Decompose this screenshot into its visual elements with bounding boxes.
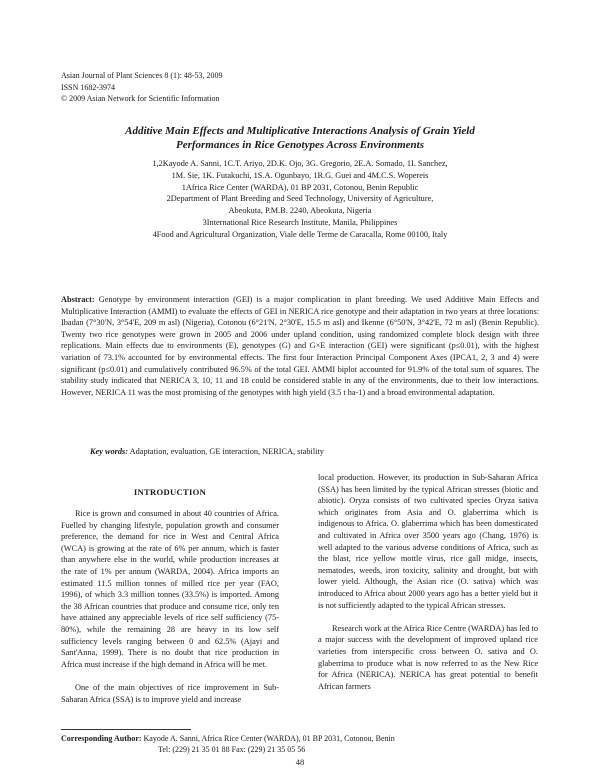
- page-number: 48: [295, 757, 305, 767]
- introduction-heading: INTRODUCTION: [133, 487, 207, 497]
- keywords: [90, 447, 324, 456]
- intro-paragraph-4: Research work at the Africa Rice Centre (WARDA) has led to a major success with the development of improved upland rice varieties from interspecific cross between O. sativa and O. glaberrima to produce what is now referred to as the New Rice for Africa (NERICA). NERICA has great potential to benefit African farmers: [318, 623, 538, 691]
- abstract: [61, 294, 539, 398]
- intro-paragraph-2: One of the main objectives of rice improvement in Sub-Saharan Africa (SSA) is to improve yield and increase: [61, 682, 279, 704]
- abstract-text: Genotype by environment interaction (GEI) is a major complication in plant breeding. We used Additive Main Effects and Multiplicative Interaction (AMMI) to evaluate the effects of GEI in NERICA rice genotype and their adaptation in two years at three locations: Ibadan (7°30'N, 3°54'E, 209 m asl) (Nigeria), Cotonou (6°21'N, 2°30'E, 15.5 m asl) and Ikenne (6°50'N, 3°42'E, 72 m asl) (Benin Republic). Twenty two rice genotypes were grown in 2005 and 2006 under upland condition, using randomized complete block design with three replications. Main effects due to environments (E), genotypes (G) and G×E interaction (GEI) were significant (p≤0.01), with the highest variation of 73.1% accounted for by environmental effects. The first four Interaction Principal Component Axes (IPCA1, 2, 3 and 4) were significant (p≤0.01) and cumulatively contributed 96.5% of the total GEI. AMMI biplot accounted for 91.9% of the total sum of squares. The stability study indicated that NERICA 3, 10, 11 and 18 could be considered stable in any of the environments, due to their low interactions. However, NERICA 11 was the most promising of the genotypes with high yield (3.5 t ha-1) and a broad environmental adaptation.: [61, 295, 539, 397]
- paper-title: [70, 124, 530, 152]
- title-line-2: Performances in Rice Genotypes Across Environments: [175, 139, 424, 151]
- footnote-rule: [61, 729, 191, 730]
- intro-paragraph-3: local production. However, its production in Sub-Saharan Africa (SSA) has been limited by the typical African stresses (biotic and abiotic). Oryza consists of two cultivated species Oryza sativa which originates from Asia and O. glaberrima which is indigenous to Africa. O. glaberrima which has been domesticated and cultivated in Africa over 3500 years ago (Chang, 1976) is well adapted to the various adverse conditions of Africa, such as the blast, rice yellow mottle virus, rice gall midge, insects, nematodes, weeds, iron toxicity, salinity and drought, but with lower yield. Although, the Asian rice (O. sativa) which was introduced to Africa about 2000 years ago has a better yield but it is not sufficiently adapted to the typical African stresses.: [318, 473, 538, 610]
- keywords-label: Key words:: [90, 447, 129, 456]
- title-line-1: Additive Main Effects and Multiplicative Interactions Analysis of Grain Yield: [125, 125, 475, 137]
- keywords-text: Adaptation, evaluation, GE interaction, NERICA, stability: [129, 447, 324, 456]
- author-block: [70, 158, 530, 241]
- affiliation-3: Abeokuta, P.M.B. 2240, Abeokuta, Nigeria: [228, 206, 372, 216]
- journal-header: [61, 70, 223, 105]
- corresponding-author-label: Corresponding Author:: [61, 734, 142, 743]
- journal-name: Asian Journal of Plant Sciences 8 (1): 48-53, 2009: [61, 71, 223, 80]
- affiliation-1: 1Africa Rice Center (WARDA), 01 BP 2031, Cotonou, Benin Republic: [181, 182, 419, 192]
- left-column: [61, 508, 279, 717]
- journal-issn: ISSN 1682-3974: [61, 82, 116, 92]
- authors-line-2: 1M. Sie, 1K. Futakuchi, 1S.A. Ogunbayo, 1R.G. Guei and 4M.C.S. Wopereis: [171, 170, 429, 180]
- authors-line-1: 1,2Kayode A. Sanni, 1C.T. Ariyo, 2D.K. Ojo, 3G. Gregorio, 2E.A. Somado, 1I. Sanchez,: [152, 159, 448, 168]
- abstract-label: Abstract:: [61, 295, 95, 304]
- affiliation-5: 4Food and Agricultural Organization, Viale delle Terme de Caracalla, Rome 00100, Italy: [152, 229, 448, 239]
- corresponding-author-details: Kayode A. Sanni, Africa Rice Center (WARDA), 01 BP 2031, Cotonou, Benin: [143, 734, 395, 743]
- affiliation-2: 2Department of Plant Breeding and Seed Technology, University of Agriculture,: [166, 194, 434, 204]
- corresponding-author: [61, 734, 395, 755]
- affiliation-4: 3International Rice Research Institute, Manila, Philippines: [202, 217, 398, 227]
- intro-paragraph-1: Rice is grown and consumed in about 40 countries of Africa. Fuelled by changing lifestyle, population growth and consumer preference, the demand for rice in West and Central Africa (WCA) is growing at the rate of 6% per annum, which is faster than anywhere else in the world, while production increases at the rate of 1% per annum (WARDA, 2004). Africa imports an estimated 11.5 million tonnes of milled rice per year (FAO, 1996), of which 3.3 million tonnes (33.5%) is imported. Among the 38 African countries that produce and consume rice, only ten have attained any appreciable levels of rice self sufficiency (75-80%), while the remaining 28 are heavy in its low self sufficiency levels ranging between 0 and 62.5% (Ajayi and Sant'Anna, 1999). There is no doubt that rice production in Africa must increase if the high demand in Africa will be met.: [61, 509, 279, 669]
- journal-copyright: © 2009 Asian Network for Scientific Information: [61, 94, 220, 103]
- right-column: [318, 472, 538, 704]
- contact-line: Tel: (229) 21 35 01 88 Fax: (229) 21 35 05 56: [158, 744, 306, 754]
